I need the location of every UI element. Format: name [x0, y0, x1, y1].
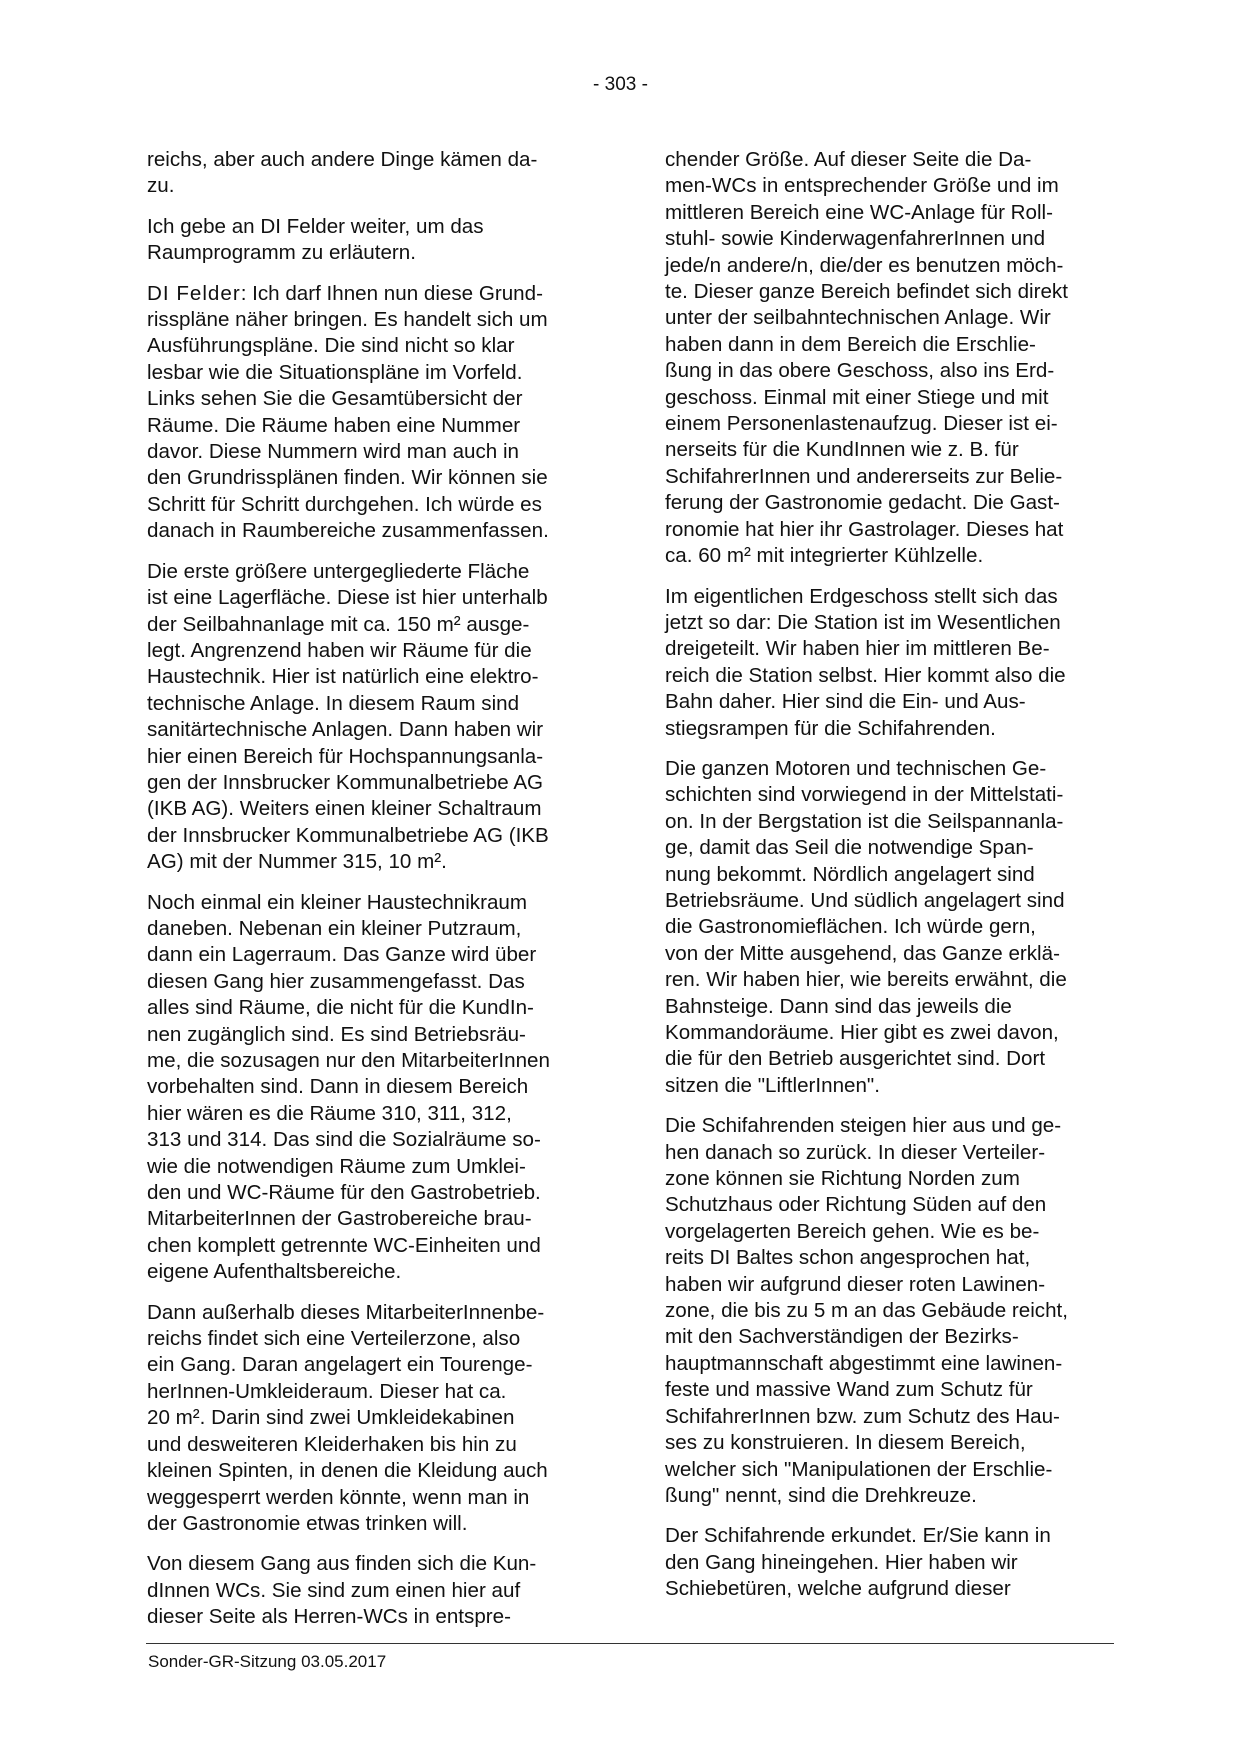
text-line: chen komplett getrennte WC-Einheiten und — [147, 1233, 541, 1257]
speaker-name: DI Felder — [147, 281, 241, 305]
text-line: Noch einmal ein kleiner Haustechnikraum — [147, 890, 528, 914]
text-line: unter der seilbahntechnischen Anlage. Wir — [665, 306, 1051, 330]
text-line: danach in Raumbereiche zusammenfassen. — [147, 519, 549, 543]
text-line: daneben. Nebenan ein kleiner Putzraum, — [147, 916, 522, 940]
text-line: diesen Gang hier zusammengefasst. Das — [147, 969, 525, 993]
text-line: ca. 60 m² mit integrierter Kühlzelle. — [665, 544, 984, 568]
text-line: ßung" nennt, sind die Drehkreuze. — [665, 1483, 977, 1507]
speech-text: : Ich darf Ihnen nun diese Grund- — [240, 281, 543, 305]
text-line: jetzt so dar: Die Station ist im Wesentlichen — [665, 610, 1061, 634]
paragraph — [147, 559, 609, 876]
text-line: ronomie hat hier ihr Gastrolager. Dieses hat — [665, 517, 1064, 541]
text-line: Kommandoräume. Hier gibt es zwei davon, — [665, 1021, 1059, 1044]
text-line: me, die sozusagen nur den MitarbeiterInnen — [147, 1049, 550, 1072]
text-line: technische Anlage. In diesem Raum sind — [147, 691, 520, 715]
text-line: weggesperrt werden könnte, wenn man in — [147, 1485, 530, 1509]
text-line: reichs findet sich eine Verteilerzone, also — [147, 1327, 521, 1351]
text-line: hauptmannschaft abgestimmt eine lawinen- — [665, 1351, 1063, 1375]
paragraph — [665, 1523, 1127, 1602]
text-line: Die Schifahrenden steigen hier aus und ge- — [665, 1114, 1062, 1138]
text-line: haben dann in dem Bereich die Erschlie- — [665, 332, 1036, 356]
text-line: risspläne näher bringen. Es handelt sich um — [147, 308, 548, 332]
text-line: Ich gebe an DI Felder weiter, um das — [147, 214, 484, 238]
paragraph — [665, 147, 1127, 570]
text-line: sanitärtechnische Anlagen. Dann haben wir — [147, 718, 544, 742]
text-line: wie die notwendigen Räume zum Umklei- — [147, 1154, 526, 1178]
text-line: Schutzhaus oder Richtung Süden auf den — [665, 1193, 1047, 1217]
text-line: nerseits für die KundInnen wie z. B. für — [665, 438, 1019, 462]
text-line: Ausführungspläne. Die sind nicht so klar — [147, 334, 515, 358]
text-line: den Gang hineingehen. Hier haben wir — [665, 1550, 1018, 1574]
paragraph — [147, 890, 609, 1286]
text-line: dInnen WCs. Sie sind zum einen hier auf — [147, 1578, 521, 1602]
text-line: ist eine Lagerfläche. Diese ist hier unterhalb — [147, 586, 548, 610]
text-line: die für den Betrieb ausgerichtet sind. Dort — [665, 1047, 1046, 1071]
text-line: MitarbeiterInnen der Gastrobereiche brau- — [147, 1207, 532, 1231]
text-line: Räume. Die Räume haben eine Nummer — [147, 413, 521, 437]
text-line: ein Gang. Daran angelagert ein Tourenge- — [147, 1353, 533, 1377]
text-line: alles sind Räume, die nicht für die KundIn- — [147, 996, 534, 1020]
text-line: der Seilbahnanlage mit ca. 150 m² ausge- — [147, 612, 530, 636]
page-number: - 303 - — [593, 74, 648, 95]
text-line: sitzen die "LiftlerInnen". — [665, 1073, 880, 1097]
text-line: reits DI Baltes schon angesprochen hat, — [665, 1246, 1031, 1270]
text-line: zone, die bis zu 5 m an das Gebäude reicht, — [665, 1299, 1068, 1323]
text-line: Schiebetüren, welche aufgrund dieser — [665, 1577, 1011, 1601]
text-line: Betriebsräume. Und südlich angelagert sind — [665, 888, 1065, 912]
text-line: schichten sind vorwiegend in der Mittelstati- — [665, 783, 1064, 807]
text-line: reich die Station selbst. Hier kommt also die — [665, 663, 1066, 687]
text-line: ge, damit das Seil die notwendige Span- — [665, 836, 1034, 860]
text-line: stiegsrampen für die Schifahrenden. — [665, 716, 996, 740]
text-line: mit den Sachverständigen der Bezirks- — [665, 1325, 1019, 1349]
text-line: Die erste größere untergegliederte Fläche — [147, 559, 530, 583]
text-line: kleinen Spinten, in denen die Kleidung auch — [147, 1459, 548, 1483]
paragraph — [147, 147, 609, 200]
text-line: dann ein Lagerraum. Das Ganze wird über — [147, 943, 537, 967]
paragraph — [665, 756, 1127, 1099]
text-line: nen zugänglich sind. Es sind Betriebsräu- — [147, 1022, 526, 1046]
text-line: die Gastronomieflächen. Ich würde gern, — [665, 915, 1036, 939]
text-line: Bahn daher. Hier sind die Ein- und Aus- — [665, 690, 1026, 714]
paragraph — [147, 281, 609, 545]
paragraph — [147, 1300, 609, 1538]
text-line: ßung in das obere Geschoss, also ins Erd- — [665, 359, 1055, 383]
text-line: Schritt für Schritt durchgehen. Ich würde es — [147, 492, 542, 516]
text-line: dreigeteilt. Wir haben hier im mittleren Be- — [665, 637, 1050, 661]
text-line: (IKB AG). Weiters einen kleiner Schaltraum — [147, 797, 542, 821]
text-line: Der Schifahrende erkundet. Er/Sie kann in — [665, 1524, 1051, 1548]
text-line: men-WCs in entsprechender Größe und im — [665, 174, 1059, 198]
text-line: welcher sich "Manipulationen der Erschlie- — [665, 1457, 1053, 1481]
text-line: den und WC-Räume für den Gastrobetrieb. — [147, 1181, 541, 1205]
text-line: und desweiteren Kleiderhaken bis hin zu — [147, 1432, 517, 1456]
text-line: nung bekommt. Nördlich angelagert sind — [665, 862, 1035, 886]
text-line: herInnen-Umkleideraum. Dieser hat ca. — [147, 1379, 507, 1403]
text-line: ses zu konstruieren. In diesem Bereich, — [665, 1431, 1026, 1455]
text-line: ferung der Gastronomie gedacht. Die Gast- — [665, 491, 1060, 515]
text-line: mittleren Bereich eine WC-Anlage für Roll- — [665, 200, 1053, 224]
text-line: vorbehalten sind. Dann in diesem Bereich — [147, 1075, 529, 1099]
text-line: hier einen Bereich für Hochspannungsanla- — [147, 744, 544, 768]
paragraph — [147, 214, 609, 267]
text-line: te. Dieser ganze Bereich befindet sich direkt — [665, 280, 1068, 304]
text-line: einem Personenlastenaufzug. Dieser ist ei- — [665, 412, 1058, 436]
text-line: on. In der Bergstation ist die Seilspannanla- — [665, 809, 1064, 833]
paragraph — [665, 1113, 1127, 1509]
text-line: AG) mit der Nummer 315, 10 m². — [147, 850, 447, 874]
text-line: der Innsbrucker Kommunalbetriebe AG (IKB — [147, 823, 549, 847]
text-line: haben wir aufgrund dieser roten Lawinen- — [665, 1272, 1046, 1296]
text-line: 20 m². Darin sind zwei Umkleidekabinen — [147, 1406, 515, 1430]
text-line: Links sehen Sie die Gesamtübersicht der — [147, 387, 523, 411]
text-line: dieser Seite als Herren-WCs in entspre- — [147, 1605, 511, 1629]
left-column — [147, 147, 609, 1645]
text-line: hier wären es die Räume 310, 311, 312, — [147, 1101, 512, 1125]
text-line: legt. Angrenzend haben wir Räume für die — [147, 638, 532, 662]
text-line: der Gastronomie etwas trinken will. — [147, 1511, 468, 1535]
paragraph — [665, 584, 1127, 742]
text-line: SchifahrerInnen bzw. zum Schutz des Hau- — [665, 1404, 1060, 1428]
text-line: SchifahrerInnen und andererseits zur Belie- — [665, 464, 1063, 488]
text-line: davor. Diese Nummern wird man auch in — [147, 440, 519, 464]
text-line: vorgelagerten Bereich gehen. Wie es be- — [665, 1219, 1040, 1243]
text-line: geschoss. Einmal mit einer Stiege und mit — [665, 385, 1049, 409]
text-line: lesbar wie die Situationspläne im Vorfeld. — [147, 360, 523, 384]
text-line: Bahnsteige. Dann sind das jeweils die — [665, 994, 1012, 1018]
text-line: eigene Aufenthaltsbereiche. — [147, 1260, 402, 1284]
text-line — [147, 281, 609, 307]
text-line: Im eigentlichen Erdgeschoss stellt sich das — [665, 584, 1058, 608]
text-line: Von diesem Gang aus finden sich die Kun- — [147, 1552, 537, 1576]
footer-session-label: Sonder-GR-Sitzung 03.05.2017 — [148, 1652, 387, 1671]
text-line: chender Größe. Auf dieser Seite die Da- — [665, 148, 1032, 171]
text-line: den Grundrissplänen finden. Wir können sie — [147, 466, 548, 490]
text-line: Die ganzen Motoren und technischen Ge- — [665, 756, 1047, 780]
text-line: stuhl- sowie KinderwagenfahrerInnen und — [665, 227, 1046, 251]
text-line: Raumprogramm zu erläutern. — [147, 241, 416, 265]
text-line: ren. Wir haben hier, wie bereits erwähnt, die — [665, 968, 1067, 992]
text-line: zu. — [147, 174, 175, 198]
text-line: zone können sie Richtung Norden zum — [665, 1167, 1020, 1191]
text-line: 313 und 314. Das sind die Sozialräume so- — [147, 1128, 541, 1152]
text-line: Haustechnik. Hier ist natürlich eine elektro- — [147, 665, 539, 689]
text-line: von der Mitte ausgehend, das Ganze erklä- — [665, 941, 1060, 965]
text-line: jede/n andere/n, die/der es benutzen möch- — [665, 253, 1064, 277]
paragraph — [147, 1551, 609, 1630]
right-column — [665, 147, 1127, 1617]
text-line: reichs, aber auch andere Dinge kämen da- — [147, 148, 538, 171]
footer-divider — [146, 1643, 1114, 1644]
text-line: Dann außerhalb dieses MitarbeiterInnenbe- — [147, 1300, 545, 1324]
text-line: gen der Innsbrucker Kommunalbetriebe AG — [147, 770, 544, 794]
text-line: feste und massive Wand zum Schutz für — [665, 1378, 1033, 1402]
text-line: hen danach so zurück. In dieser Verteiler- — [665, 1140, 1046, 1164]
